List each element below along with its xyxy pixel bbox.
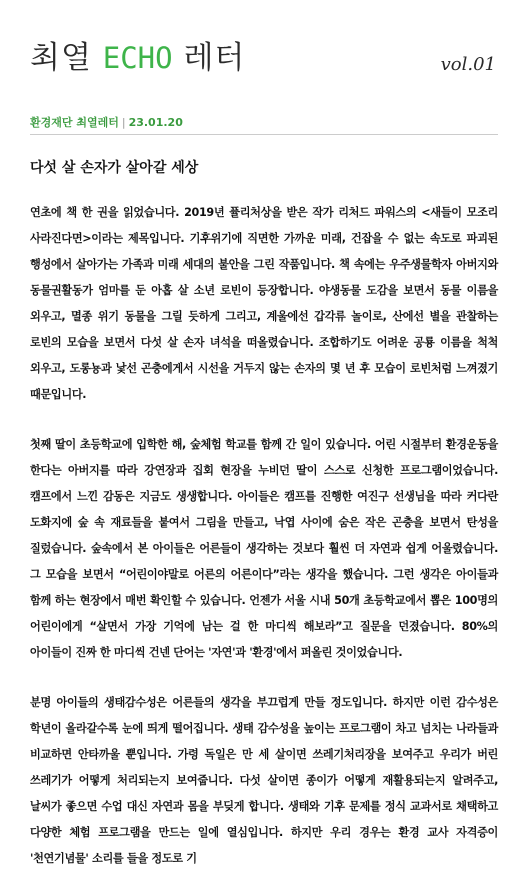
article-paragraph: 연초에 책 한 권을 읽었습니다. 2019년 퓰리처상을 받은 작가 리처드 파워스의 <새들이 모조리 사라진다면>이라는 제목입니다. 기후위기에 직면한 가까운 미래, 건잡을 수 없는 속도로 파괴된 행성에서 살아가는 가족과 미래 세대의 불안을 그린 작품입니다. 책 속에는 우주생물학자 아버지와 동물권활동가 엄마를 둔 아홉 살 소년 로빈이 등장합니다. 야생동물 도감을 보면서 동물 이름을 외우고, 멸종 위기 동물을 그릴 듯하게 그리고, 계울에선 갑각류 놀이로, 산에선 별을 관찰하는 로빈의 모습을 보면서 다섯 살 손자 녀석을 떠올렸습니다. 조합하기도 어려운 공룡 이름을 척척 외우고, 도롱뇽과 낯선 곤충에게서 시선을 거두지 않는 손자의 몇 년 후 모습이 로빈처럼 느껴졌기 때문입니다. (30, 206, 498, 401)
volume-label: vol.01 (440, 54, 496, 75)
article-paragraph: 첫째 딸이 초등학교에 입학한 해, 숲체험 학교를 함께 간 일이 있습니다. 어린 시절부터 환경운동을 한다는 아버지를 따라 강연장과 집회 현장을 누비던 딸이 스스로 신청한 프로그램이었습니다. 캠프에서 느낀 감동은 지금도 생생합니다. 아이들은 캠프를 진행한 여진구 선생님을 따라 커다란 도화지에 숲 속 재료들을 붙여서 그림을 만들고, 낙엽 사이에 숨은 작은 곤충을 보면서 탄성을 질렀습니다. 숲속에서 본 아이들은 어른들이 생각하는 것보다 훨씬 더 자연과 쉽게 어울렸습니다. 그 모습을 보면서 “어린이야말로 어른의 어른이다”라는 생각을 했습니다. 그런 생각은 아이들과 함께 하는 현장에서 매번 확인할 수 있습니다. 언젠가 서울 시내 50개 초등학교에서 뽑은 100명의 어린이에게 “살면서 가장 기억에 남는 걸 한 마디씩 해보라”고 질문을 던졌습니다. 80%의 아이들이 진짜 한 마디씩 건넨 단어는 '자연'과 '환경'에서 퍼올린 것이었습니다. (30, 438, 498, 659)
newsletter-title (30, 40, 500, 76)
title-part-choi-yeol: 최열 (30, 40, 92, 76)
title-part-letter: 레터 (183, 40, 246, 76)
publisher-name: 환경재단 최열레터 (30, 116, 119, 129)
meta-separator: | (121, 116, 126, 129)
article-body (30, 200, 498, 896)
issue-date: 23.01.20 (128, 116, 183, 129)
article-paragraph: 분명 아이들의 생태감수성은 어른들의 생각을 부끄럽게 만들 정도입니다. 하지만 이런 감수성은 학년이 올라갈수록 눈에 띄게 떨어집니다. 생태 감수성을 높이는 프로그램이 차고 넘치는 나라들과 비교하면 안타까울 뿐입니다. 가령 독일은 만 세 살이면 쓰레기처리장을 보여주고 우리가 버린 쓰레기가 어떻게 처리되는지 보여줍니다. 다섯 살이면 종이가 어떻게 재활용되는지 알려주고, 날씨가 좋으면 수업 대신 자연과 몸을 부딪게 합니다. 생태와 기후 문제를 정식 교과서로 채택하고 다양한 체험 프로그램을 만드는 일에 열심입니다. 하지만 우리 경우는 환경 교사 자격증이 '천연기념물' 소리를 들을 정도로 기 (30, 696, 498, 865)
masthead (30, 40, 500, 96)
title-part-echo: ECHO (102, 41, 173, 75)
publisher-line (30, 114, 183, 130)
header-divider (30, 134, 498, 135)
article-heading: 다섯 살 손자가 살아갈 세상 (30, 160, 199, 176)
